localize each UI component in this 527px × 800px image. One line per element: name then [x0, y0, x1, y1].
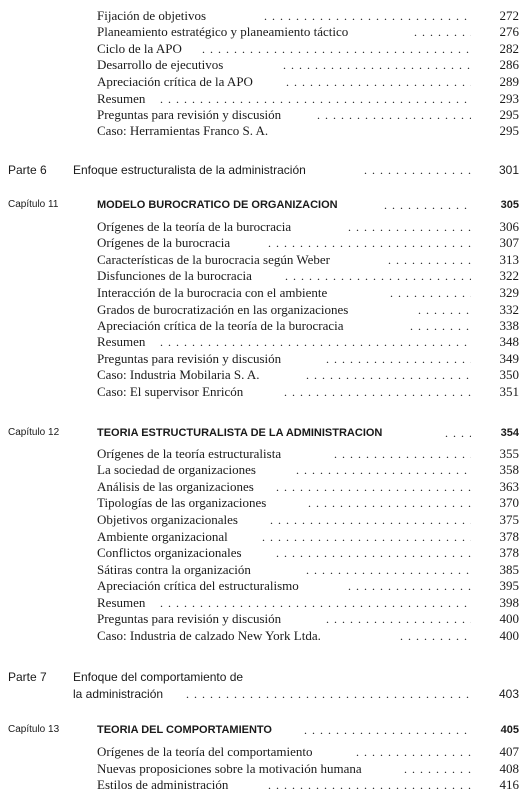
dot-leader — [296, 462, 471, 478]
part-label: Parte 7 — [8, 670, 47, 684]
entry-title: Ambiente organizacional — [97, 529, 228, 544]
toc-entry — [0, 41, 527, 57]
dot-leader — [262, 529, 471, 545]
entry-title: Caso: Industria Mobilaria S. A. — [97, 367, 260, 382]
chapter-label: Capítulo 11 — [8, 199, 59, 210]
chapter-heading — [0, 197, 527, 213]
entry-page: 286 — [499, 57, 519, 72]
entry-page: 400 — [499, 628, 519, 643]
entry-page: 408 — [499, 761, 519, 776]
entry-title: Orígenes de la teoría de la burocracia — [97, 219, 292, 234]
entry-title: Interacción de la burocracia con el ambiente — [97, 285, 328, 300]
dot-leader — [388, 252, 471, 268]
toc-entry — [0, 107, 527, 123]
dot-leader — [326, 611, 471, 627]
entry-title: Desarrollo de ejecutivos — [97, 57, 224, 72]
toc-entry — [0, 384, 527, 400]
toc-entry — [0, 57, 527, 73]
toc-entry — [0, 545, 527, 561]
entry-title: Orígenes de la burocracia — [97, 235, 231, 250]
entry-title: Preguntas para revisión y discusión — [97, 611, 282, 626]
dot-leader — [356, 744, 471, 760]
toc-entry — [0, 512, 527, 528]
entry-title: Fijación de objetivos — [97, 8, 207, 23]
toc-entry — [0, 91, 527, 107]
entry-title: Apreciación crítica de la teoría de la burocracia — [97, 318, 344, 333]
entry-title: La sociedad de organizaciones — [97, 462, 256, 477]
entry-title: Resumen — [97, 334, 146, 349]
dot-leader — [418, 302, 471, 318]
dot-leader — [364, 162, 471, 178]
entry-page: 295 — [499, 123, 519, 138]
entry-title: Caso: Herramientas Franco S. A. — [97, 123, 269, 138]
dot-leader — [308, 495, 471, 511]
entry-page: 313 — [499, 252, 519, 267]
toc-entry — [0, 351, 527, 367]
dot-leader — [410, 318, 471, 334]
toc-entry — [0, 628, 527, 644]
entry-page: 370 — [499, 495, 519, 510]
toc-entry — [0, 744, 527, 760]
entry-title: Nuevas proposiciones sobre la motivación humana — [97, 761, 362, 776]
dot-leader — [160, 334, 471, 350]
entry-page: 332 — [499, 302, 519, 317]
entry-page: 385 — [499, 562, 519, 577]
entry-page: 293 — [499, 91, 519, 106]
dot-leader — [390, 285, 471, 301]
dot-leader — [348, 219, 471, 235]
toc-entry — [0, 777, 527, 793]
entry-page: 378 — [499, 529, 519, 544]
toc-entry — [0, 529, 527, 545]
entry-page: 306 — [499, 219, 519, 234]
chapter-heading — [0, 722, 527, 738]
part-label: Parte 6 — [8, 163, 47, 177]
dot-leader — [414, 24, 471, 40]
chapter-page: 354 — [500, 427, 519, 439]
entry-page: 350 — [499, 367, 519, 382]
toc-entry — [0, 252, 527, 268]
entry-title: Apreciación crítica de la APO — [97, 74, 253, 89]
toc-entry — [0, 302, 527, 318]
dot-leader — [334, 446, 471, 462]
entry-title: Apreciación crítica del estructuralismo — [97, 578, 299, 593]
entry-page: 407 — [499, 744, 519, 759]
chapter-title: TEORIA ESTRUCTURALISTA DE LA ADMINISTRACION — [97, 427, 383, 439]
entry-page: 416 — [499, 777, 519, 792]
part-title: Enfoque estructuralista de la administración — [73, 163, 306, 177]
dot-leader — [384, 197, 471, 213]
dot-leader — [202, 41, 471, 57]
entry-page: 289 — [499, 74, 519, 89]
toc-entry — [0, 562, 527, 578]
part-title-line2: la administración — [73, 687, 164, 701]
entry-title: Disfunciones de la burocracia — [97, 268, 252, 283]
entry-page: 282 — [499, 41, 519, 56]
dot-leader — [400, 628, 471, 644]
chapter-heading — [0, 425, 527, 441]
dot-leader — [306, 367, 471, 383]
chapter-title: TEORIA DEL COMPORTAMIENTO — [97, 724, 272, 736]
toc-entry — [0, 123, 527, 139]
part-heading-line1 — [0, 669, 527, 685]
entry-title: Resumen — [97, 91, 146, 106]
entry-title: Preguntas para revisión y discusión — [97, 351, 282, 366]
toc-entry — [0, 285, 527, 301]
toc-entry — [0, 219, 527, 235]
dot-leader — [285, 268, 471, 284]
toc-entry — [0, 595, 527, 611]
toc-entry — [0, 24, 527, 40]
entry-page: 398 — [499, 595, 519, 610]
entry-page: 348 — [499, 334, 519, 349]
toc-entry — [0, 367, 527, 383]
dot-leader — [306, 562, 471, 578]
entry-title: Características de la burocracia según Weber — [97, 252, 330, 267]
dot-leader — [304, 722, 471, 738]
part-title-line1: Enfoque del comportamiento de — [73, 670, 244, 684]
toc-entry — [0, 761, 527, 777]
dot-leader — [276, 479, 471, 495]
dot-leader — [283, 57, 471, 73]
dot-leader — [270, 512, 471, 528]
entry-title: Grados de burocratización en las organizaciones — [97, 302, 349, 317]
entry-title: Análisis de las organizaciones — [97, 479, 254, 494]
entry-page: 375 — [499, 512, 519, 527]
entry-title: Sátiras contra la organización — [97, 562, 251, 577]
entry-title: Planeamiento estratégico y planeamiento táctico — [97, 24, 349, 39]
toc-entry — [0, 74, 527, 90]
entry-title: Conflictos organizacionales — [97, 545, 242, 560]
part-heading-line2 — [0, 686, 527, 702]
entry-title: Orígenes de la teoría del comportamiento — [97, 744, 313, 759]
entry-page: 363 — [499, 479, 519, 494]
toc-entry — [0, 318, 527, 334]
entry-page: 322 — [499, 268, 519, 283]
chapter-page: 405 — [500, 724, 519, 736]
toc-entry — [0, 578, 527, 594]
entry-page: 338 — [499, 318, 519, 333]
entry-page: 329 — [499, 285, 519, 300]
entry-title: Resumen — [97, 595, 146, 610]
entry-title: Tipologías de las organizaciones — [97, 495, 267, 510]
entry-page: 400 — [499, 611, 519, 626]
entry-page: 351 — [499, 384, 519, 399]
dot-leader — [264, 8, 471, 24]
dot-leader — [348, 578, 471, 594]
toc-entry — [0, 446, 527, 462]
toc-entry — [0, 8, 527, 24]
dot-leader — [160, 595, 471, 611]
entry-title: Estilos de administración — [97, 777, 229, 792]
part-page: 301 — [498, 163, 519, 177]
entry-title: Caso: El supervisor Enricón — [97, 384, 244, 399]
entry-page: 355 — [499, 446, 519, 461]
entry-title: Objetivos organizacionales — [97, 512, 238, 527]
entry-page: 349 — [499, 351, 519, 366]
dot-leader — [268, 777, 471, 793]
entry-page: 307 — [499, 235, 519, 250]
entry-page: 272 — [499, 8, 519, 23]
toc-entry — [0, 462, 527, 478]
entry-page: 276 — [499, 24, 519, 39]
toc-entry — [0, 495, 527, 511]
chapter-label: Capítulo 12 — [8, 427, 60, 438]
dot-leader — [326, 351, 471, 367]
entry-title: Caso: Industria de calzado New York Ltda. — [97, 628, 321, 643]
entry-title: Preguntas para revisión y discusión — [97, 107, 282, 122]
part-page: 403 — [498, 687, 519, 701]
chapter-label: Capítulo 13 — [8, 724, 60, 735]
entry-page: 378 — [499, 545, 519, 560]
entry-title: Ciclo de la APO — [97, 41, 182, 56]
toc-entry — [0, 479, 527, 495]
dot-leader — [317, 107, 471, 123]
chapter-title: MODELO BUROCRATICO DE ORGANIZACION — [97, 199, 338, 211]
entry-page: 395 — [499, 578, 519, 593]
dot-leader — [276, 545, 471, 561]
dot-leader — [404, 761, 471, 777]
chapter-page: 305 — [500, 199, 519, 211]
entry-title: Orígenes de la teoría estructuralista — [97, 446, 282, 461]
entry-page: 295 — [499, 107, 519, 122]
dot-leader — [445, 425, 471, 441]
toc-entry — [0, 235, 527, 251]
toc-entry — [0, 334, 527, 350]
toc-entry — [0, 268, 527, 284]
dot-leader — [284, 384, 471, 400]
part-heading — [0, 162, 527, 178]
toc-entry — [0, 611, 527, 627]
dot-leader — [160, 91, 471, 107]
dot-leader — [186, 686, 471, 702]
dot-leader — [286, 74, 471, 90]
dot-leader — [268, 235, 471, 251]
entry-page: 358 — [499, 462, 519, 477]
